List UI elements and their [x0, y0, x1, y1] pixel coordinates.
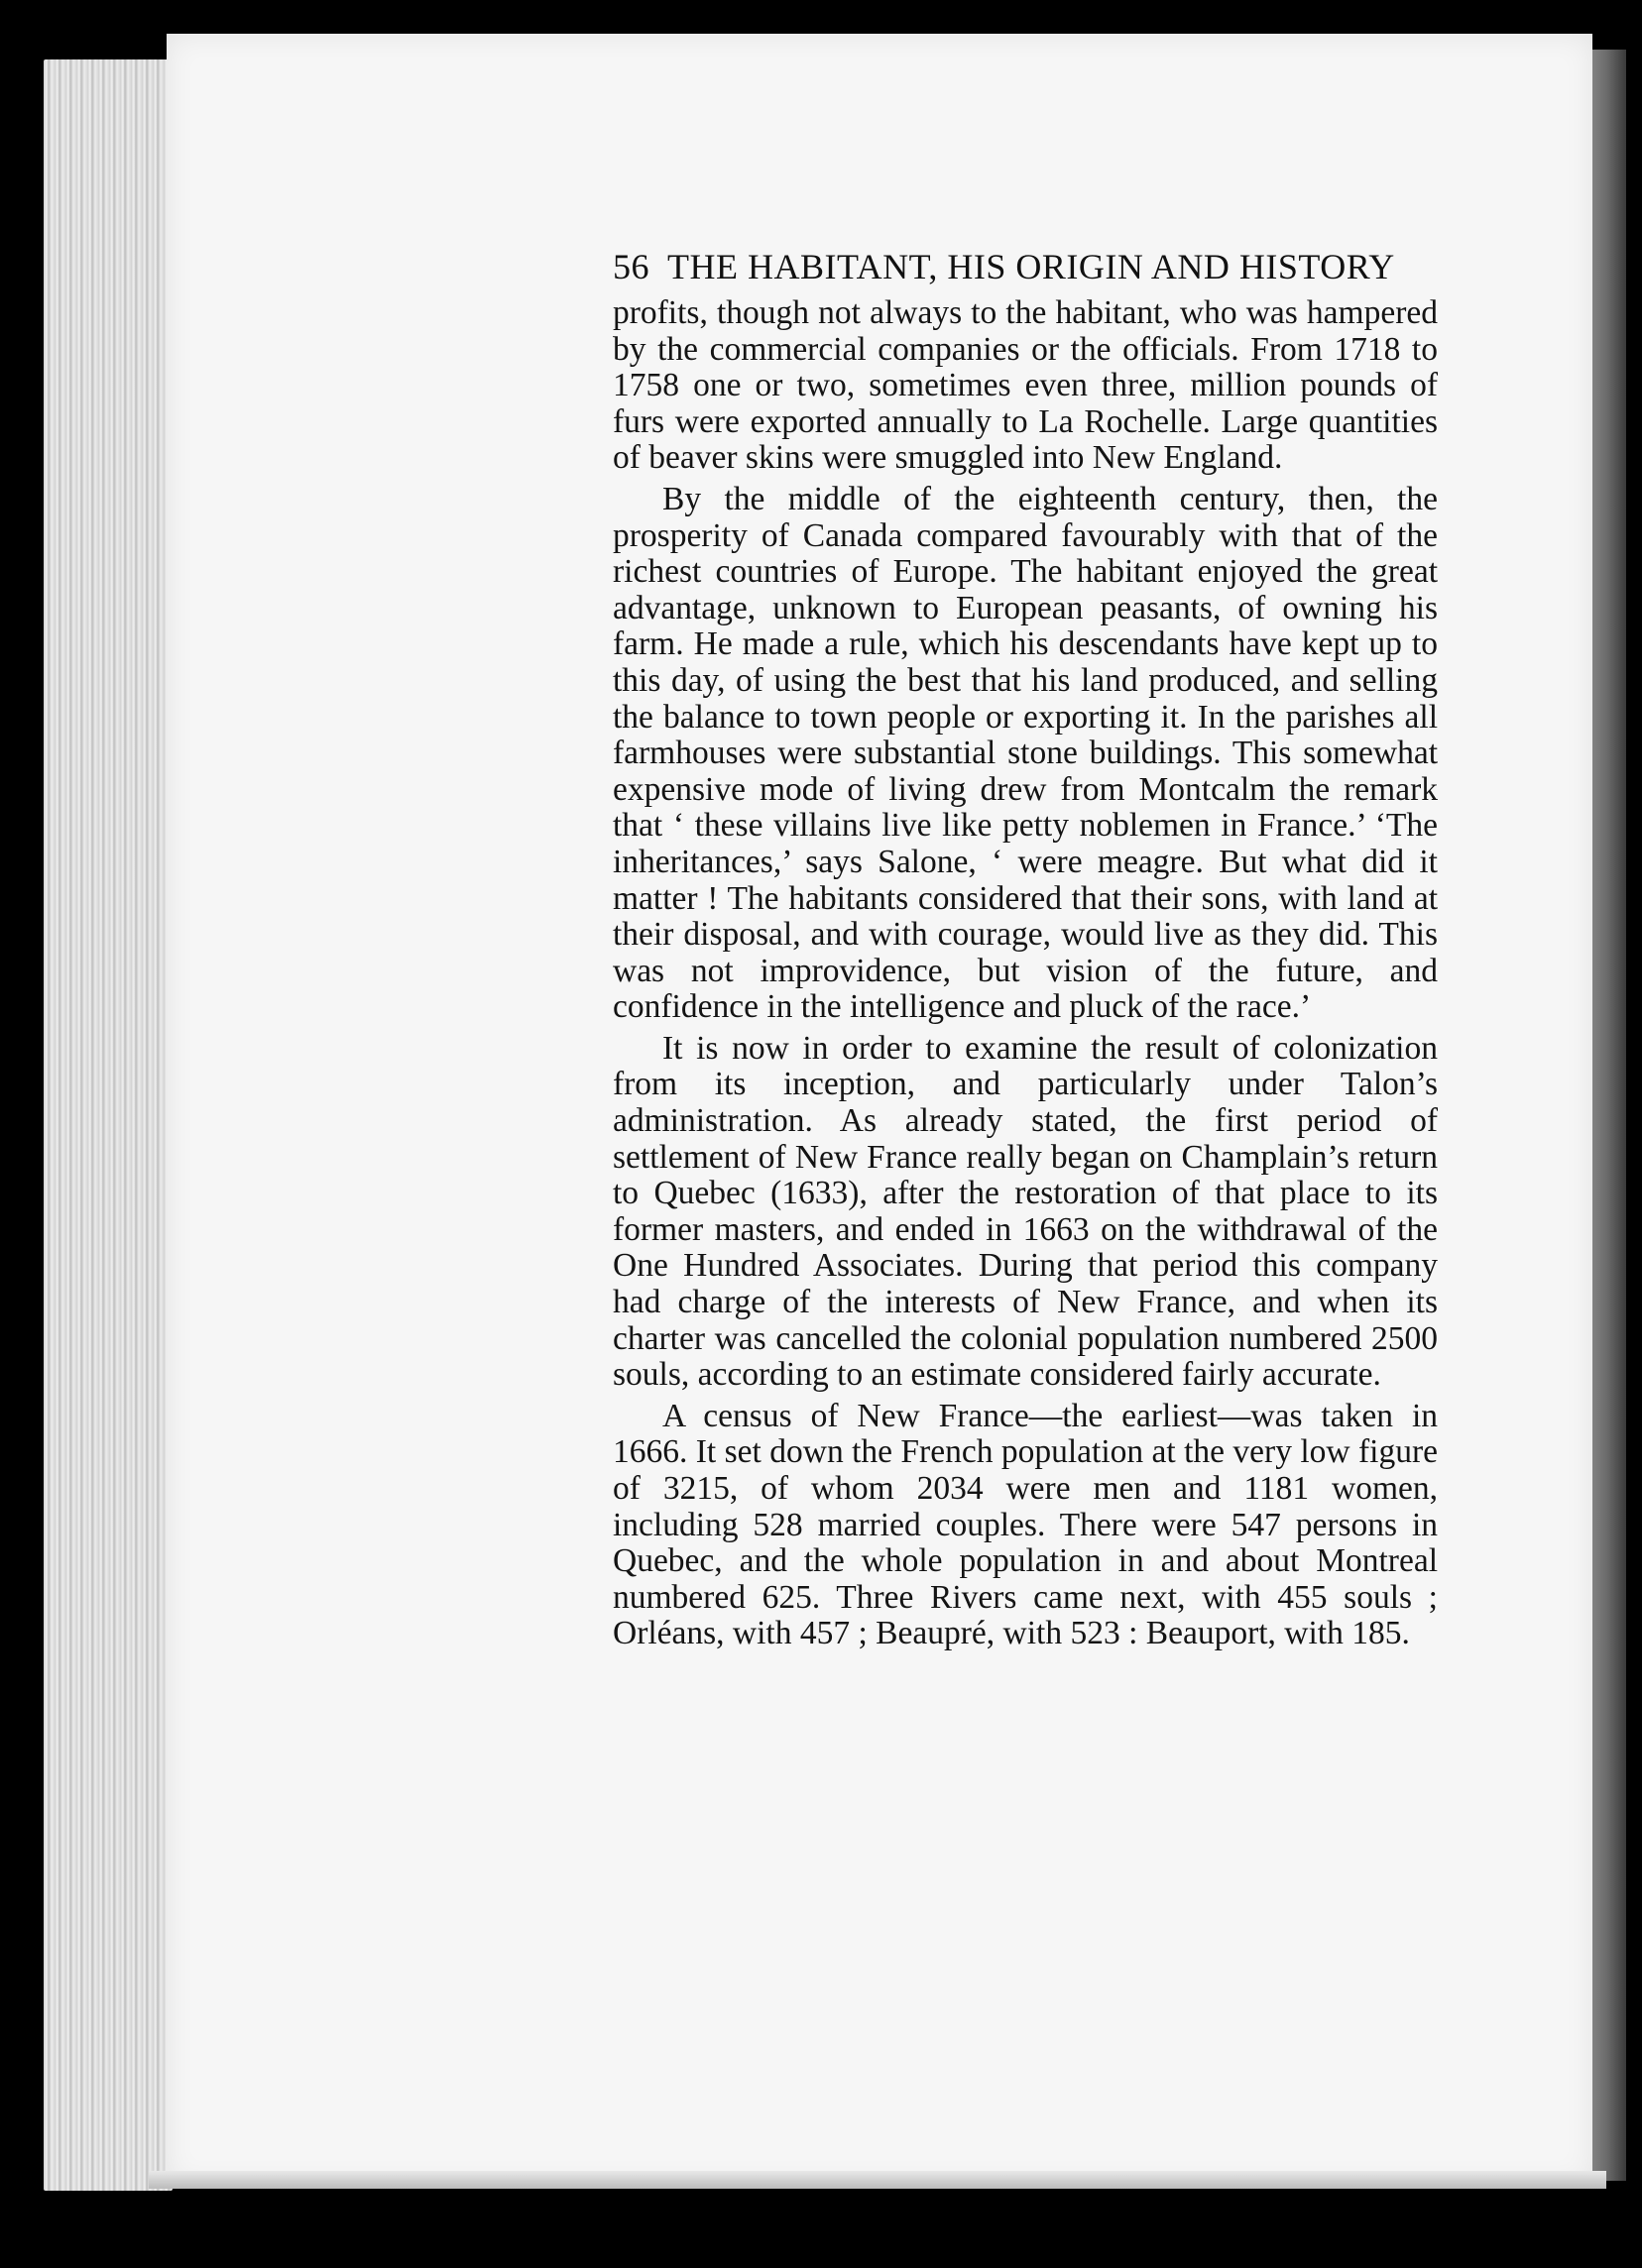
body-text — [613, 295, 1438, 1657]
book-page-edges — [44, 59, 173, 2191]
paragraph-colonization: It is now in order to examine the result of colonization from its inception, and particularly under Talon’s administration. As already stated, the first period of settlement of New France really began on Champlain’s return to Quebec (1633), after the restoration of that place to its former masters, and ended in 1663 on the withdrawal of the One Hundred Associates. During that period this company had charge of the interests of New France, and when its charter was cancelled the colonial population numbered 2500 souls, according to an estimate considered fairly accurate. — [613, 1029, 1438, 1394]
page-number: 56 — [613, 247, 649, 286]
paragraph-census: A census of New France—the earliest—was taken in 1666. It set down the French population at the very low figure of 3215, of whom 2034 were men and 1181 women, including 528 married couples. There were 547 persons in Quebec, and the whole population in and about Montreal numbered 625. Three Rivers came next, with 455 souls ; Orléans, with 457 ; Beaupré, with 523 : Beauport, with 185. — [613, 1397, 1438, 1652]
running-header — [613, 246, 1438, 287]
running-title: THE HABITANT, HIS ORIGIN AND HISTORY — [667, 247, 1395, 286]
paragraph-continuation: profits, though not always to the habitant, who was hampered by the commercial companies or the officials. From 1718 to 1758 one or two, sometimes even three, million pounds of furs were exported annually to La Rochelle. Large quantities of beaver skins were smuggled into New England. — [613, 294, 1438, 477]
paragraph-prosperity: By the middle of the eighteenth century, then, the prosperity of Canada compared favourably with that of the richest countries of Europe. The habitant enjoyed the great advantage, unknown to European peasants, of owning his farm. He made a rule, which his descendants have kept up to this day, of using the best that his land produced, and selling the balance to town people or exporting it. In the parishes all farmhouses were substantial stone buildings. This somewhat expensive mode of living drew from Montcalm the remark that ‘ these villains live like petty noblemen in France.’ ‘The inheritances,’ says Salone, ‘ were meagre. But what did it matter ! The habitants considered that their sons, with land at their disposal, and with courage, would live as they did. This was not improvidence, but vision of the future, and confidence in the intelligence and pluck of the race.’ — [613, 480, 1438, 1026]
book-bottom-edge — [149, 2171, 1606, 2189]
